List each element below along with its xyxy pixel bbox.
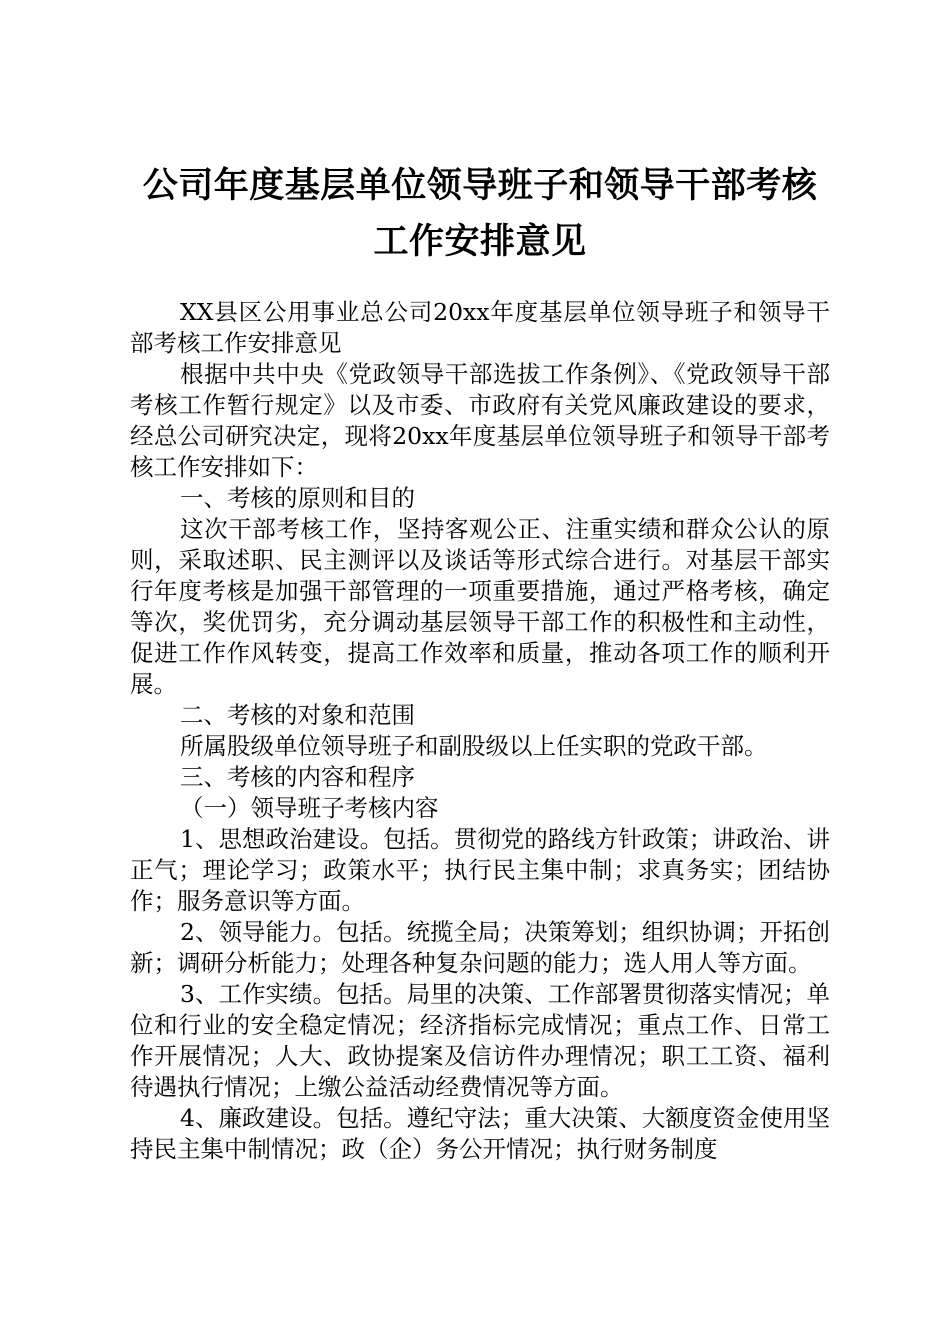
item-political-building: 1、思想政治建设。包括。贯彻党的路线方针政策；讲政治、讲正气；理论学习；政策水平；执行民主集中制；求真务实；团结协作；服务意识等方面。	[130, 825, 830, 915]
item-integrity-building: 4、廉政建设。包括。遵纪守法；重大决策、大额度资金使用坚持民主集中制情况；政（企）务公开情况；执行财务制度	[130, 1104, 830, 1163]
document-body	[130, 297, 830, 1165]
heading-content: 三、考核的内容和程序	[180, 763, 415, 791]
paragraph-principles: 这次干部考核工作，坚持客观公正、注重实绩和群众公认的原则，采取述职、民主测评以及谈话等形式综合进行。对基层干部实行年度考核是加强干部管理的一项重要措施，通过严格考核，确定等次，奖优罚劣，充分调动基层领导干部工作的积极性和主动性，促进工作作风转变，提高工作效率和质量，推动各项工作的顺利开展。	[130, 515, 830, 698]
heading-scope: 二、考核的对象和范围	[180, 701, 415, 729]
paragraph-intro: XX县区公用事业总公司20xx年度基层单位领导班子和领导干部考核工作安排意见	[130, 298, 830, 357]
paragraph-basis: 根据中共中央《党政领导干部选拔工作条例》、《党政领导干部考核工作暂行规定》以及市委、市政府有关党风廉政建设的要求，经总公司研究决定，现将20xx年度基层单位领导班子和领导干部考核工作安排如下：	[130, 360, 830, 481]
heading-principles: 一、考核的原则和目的	[180, 484, 415, 512]
item-work-performance: 3、工作实绩。包括。局里的决策、工作部署贯彻落实情况；单位和行业的安全稳定情况；经济指标完成情况；重点工作、日常工作开展情况；人大、政协提案及信访件办理情况；职工工资、福利待遇执行情况；上缴公益活动经费情况等方面。	[130, 980, 830, 1101]
paragraph-scope: 所属股级单位领导班子和副股级以上任实职的党政干部。	[180, 732, 768, 760]
item-leadership-ability: 2、领导能力。包括。统揽全局；决策筹划；组织协调；开拓创新；调研分析能力；处理各种复杂问题的能力；选人用人等方面。	[130, 918, 830, 977]
document-title: 公司年度基层单位领导班子和领导干部考核工作安排意见	[142, 166, 818, 262]
subheading-team-content: （一）领导班子考核内容	[180, 794, 439, 822]
